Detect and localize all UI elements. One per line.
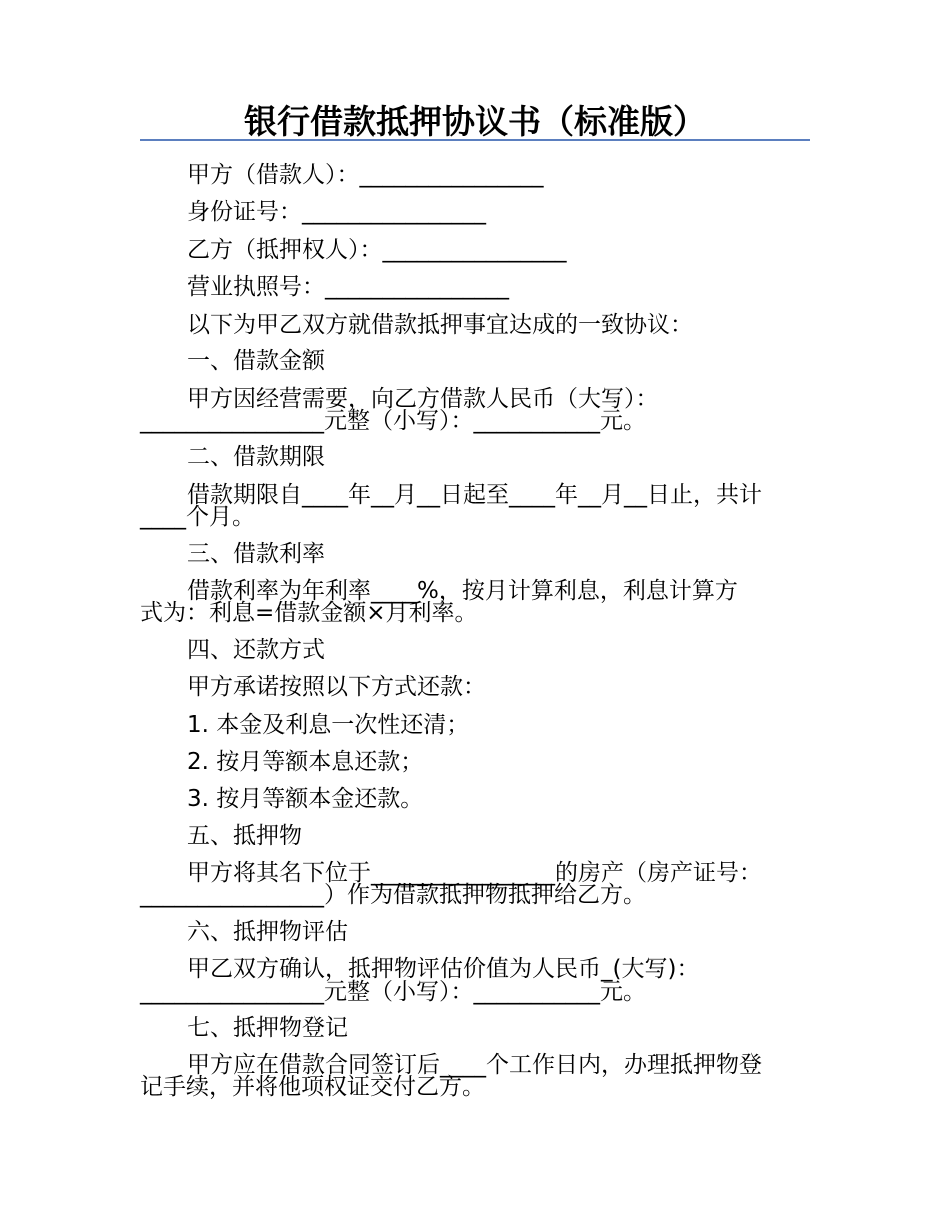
section-heading: 四、还款方式 <box>187 637 325 663</box>
title-underline <box>140 139 810 141</box>
paragraph-line: 甲方将其名下位于________________的房产（房产证号： <box>187 860 762 886</box>
paragraph-line: ____个月。 <box>140 504 255 530</box>
paragraph-line: 甲乙双方确认，抵押物评估价值为人民币_(大写)： <box>187 956 700 982</box>
paragraph-line: 式为：利息=借款金额×月利率。 <box>140 600 478 626</box>
section-heading: 三、借款利率 <box>187 541 325 567</box>
party-a-line: 甲方（借款人）：________________ <box>187 162 544 188</box>
party-b-line: 乙方（抵押权人）：________________ <box>187 237 567 263</box>
section-heading: 二、借款期限 <box>187 444 325 470</box>
paragraph-line: ________________）作为借款抵押物抵押给乙方。 <box>140 882 646 908</box>
paragraph-line: ________________元整（小写）：___________元。 <box>140 408 646 434</box>
list-item: 2. 按月等额本息还款； <box>187 749 424 775</box>
business-license-line: 营业执照号：________________ <box>187 274 509 300</box>
paragraph-line: 记手续，并将他项权证交付乙方。 <box>140 1074 485 1100</box>
list-item: 1. 本金及利息一次性还清； <box>187 712 470 738</box>
paragraph-line: 甲方应在借款合同签订后____个工作日内，办理抵押物登 <box>187 1052 762 1078</box>
section-heading: 七、抵押物登记 <box>187 1015 348 1041</box>
section-heading: 六、抵押物评估 <box>187 919 348 945</box>
section-heading: 五、抵押物 <box>187 823 302 849</box>
section-heading: 一、借款金额 <box>187 348 325 374</box>
list-item: 3. 按月等额本金还款。 <box>187 786 424 812</box>
intro-line: 以下为甲乙双方就借款抵押事宜达成的一致协议： <box>187 312 693 338</box>
document-title: 银行借款抵押协议书（标准版） <box>244 102 706 141</box>
paragraph-line: ________________元整（小写）：___________元。 <box>140 979 646 1005</box>
paragraph-line: 借款期限自____年__月__日起至____年__月__日止，共计 <box>187 482 762 508</box>
paragraph-line: 借款利率为年利率____%，按月计算利息，利息计算方 <box>187 578 738 604</box>
paragraph-line: 甲方因经营需要，向乙方借款人民币（大写）： <box>187 386 659 412</box>
id-number-line: 身份证号：________________ <box>187 199 486 225</box>
paragraph-line: 甲方承诺按照以下方式还款： <box>187 674 486 700</box>
